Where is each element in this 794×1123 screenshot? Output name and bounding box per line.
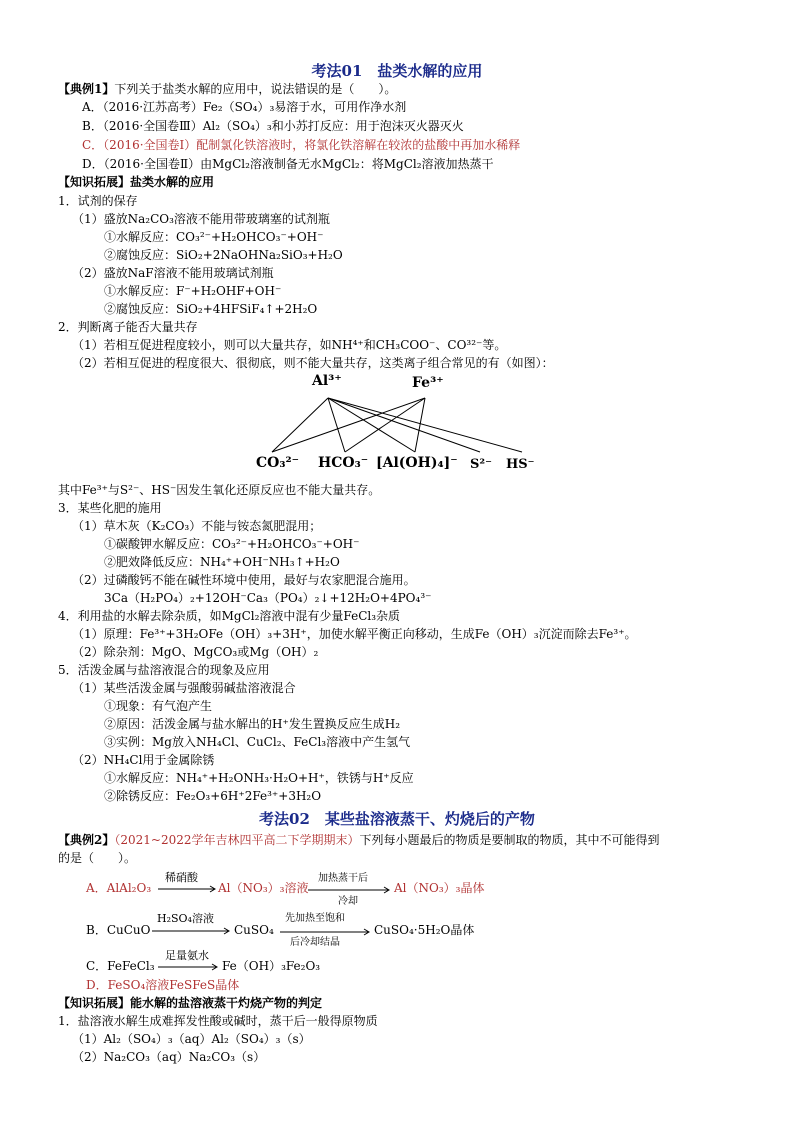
example2-label: 【典例2】 — [58, 833, 115, 847]
s1b-line: （1）某些活泼金属与强酸弱碱盐溶液混合 — [72, 681, 296, 695]
s1-line: ②腐蚀反应：SiO₂+2NaOHNa₂SiO₃+H₂O — [104, 248, 343, 262]
knowledge1-title: 盐类水解的应用 — [130, 175, 215, 189]
s1b-line: （2）NH₄Cl用于金属除锈 — [72, 753, 215, 767]
s1b-line: （1）原理：Fe³⁺+3H₂OFe（OH）₃+3H⁺，加使水解平衡正向移动，生成Fe（OH）₃沉淀而除去Fe³⁺。 — [72, 627, 637, 641]
opt-a-arrow2-bottom: 冷却 — [338, 896, 358, 907]
s1b-line: （2）除杂剂：MgO、MgCO₃或Mg（OH）₂ — [72, 645, 319, 659]
example1-question: 下列关于盐类水解的应用中，说法错误的是（ ）。 — [114, 82, 397, 96]
ion-s: S²⁻ — [470, 457, 492, 472]
opt-b-end: CuSO₄·5H₂O晶体 — [374, 923, 475, 937]
opt-a-end: Al（NO₃）₃晶体 — [394, 881, 485, 895]
opt-a-arrow1-label: 稀硝酸 — [165, 871, 198, 884]
s2-line: （1）Al₂（SO₄）₃（aq）Al₂（SO₄）₃（s） — [72, 1032, 311, 1046]
s1-line: 2．判断离子能否大量共存 — [58, 320, 198, 334]
link-al-hco3 — [328, 398, 345, 452]
s1-line: （1）若相互促进程度较小，则可以大量共存，如NH⁴⁺和CH₃COO⁻、CO³²⁻等。 — [72, 338, 507, 352]
opt-a-arrow2 — [308, 886, 392, 894]
ion-al: Al³⁺ — [312, 373, 342, 389]
ion-hco3: HCO₃⁻ — [318, 455, 369, 471]
s1b-line: 4．利用盐的水解去除杂质，如MgCl₂溶液中混有少量FeCl₃杂质 — [58, 609, 401, 623]
example2-question-cont: 的是（ ）。 — [58, 851, 137, 865]
s1b-line: 5．活泼金属与盐溶液混合的现象及应用 — [58, 663, 270, 677]
section1-title: 考法01 盐类水解的应用 — [311, 62, 483, 80]
s2-line: （2）Na₂CO₃（aq）Na₂CO₃（s） — [72, 1050, 266, 1064]
s1b-line: ③实例：Mg放入NH₄Cl、CuCl₂、FeCl₃溶液中产生氢气 — [104, 735, 411, 749]
opt-a-start: A．AlAl₂O₃ — [86, 881, 152, 895]
opt-b-start: B．CuCuO — [86, 923, 151, 937]
example2-line — [58, 832, 660, 849]
opt-c-start: C．FeFeCl₃ — [86, 959, 155, 973]
s1b-line: 其中Fe³⁺与S²⁻、HS⁻因发生氧化还原反应也不能大量共存。 — [58, 483, 381, 497]
s1b-line: （2）过磷酸钙不能在碱性环境中使用，最好与农家肥混合施用。 — [72, 573, 416, 587]
example2-source: （2021~2022学年吉林四平高二下学期期末） — [114, 833, 360, 847]
option-c: C．（2016·全国卷Ⅰ）配制氯化铁溶液时，将氯化铁溶解在较浓的盐酸中再加水稀释 — [82, 138, 521, 152]
s1b-line: ②除锈反应：Fe₂O₃+6H⁺2Fe³⁺+3H₂O — [104, 789, 322, 803]
ion-fe: Fe³⁺ — [412, 375, 444, 391]
s1-line: （2）若相互促进的程度很大、很彻底，则不能大量共存，这类离子组合常见的有（如图）： — [72, 356, 554, 370]
knowledge2-label: 【知识拓展】 — [58, 996, 131, 1010]
section2-title: 考法02 某些盐溶液蒸干、灼烧后的产物 — [259, 810, 535, 828]
ion-aloh4: [Al(OH)₄]⁻ — [376, 455, 458, 471]
knowledge1-heading — [58, 174, 214, 191]
s1-line: （2）盛放NaF溶液不能用玻璃试剂瓶 — [72, 266, 274, 280]
opt-b-arrow2-bottom: 后冷却结晶 — [290, 937, 340, 948]
knowledge2-heading — [58, 995, 322, 1012]
opt-a-arrow1 — [158, 885, 218, 893]
example1-label: 【典例1】 — [58, 82, 115, 96]
example1-line — [58, 81, 396, 98]
s1b-line: ①碳酸钾水解反应：CO₃²⁻+H₂OHCO₃⁻+OH⁻ — [104, 537, 360, 551]
s1-line: ①水解反应：F⁻+H₂OHF+OH⁻ — [104, 284, 282, 298]
s1-line: ②腐蚀反应：SiO₂+4HFSiF₄↑+2H₂O — [104, 302, 318, 316]
s2-line: 1．盐溶液水解生成难挥发性酸或碱时，蒸干后一般得原物质 — [58, 1014, 378, 1028]
s1b-line: ②肥效降低反应：NH₄⁺+OH⁻NH₃↑+H₂O — [104, 555, 340, 569]
ion-coexistence-diagram — [250, 370, 550, 480]
opt-b-arrow1-label: H₂SO₄溶液 — [157, 912, 214, 925]
s1b-line: 3Ca（H₂PO₄）₂+12OH⁻Ca₃（PO₄）₂↓+12H₂O+4PO₄³⁻ — [104, 591, 432, 605]
s1b-line: （1）草木灰（K₂CO₃）不能与铵态氮肥混用； — [72, 519, 322, 533]
opt-b-arrow2 — [280, 928, 372, 936]
ion-hs: HS⁻ — [506, 457, 535, 472]
s1b-line: ②原因：活泼金属与盐水解出的H⁺发生置换反应生成H₂ — [104, 717, 401, 731]
s1b-line: ①现象：有气泡产生 — [104, 699, 213, 713]
option-d-reaction: D．FeSO₄溶液FeSFeS晶体 — [86, 978, 240, 992]
opt-c-end: Fe（OH）₃Fe₂O₃ — [222, 959, 321, 973]
example2-question: 下列每小题最后的物质是要制取的物质，其中不可能得到 — [359, 833, 660, 847]
knowledge2-title: 能水解的盐溶液蒸干灼烧产物的判定 — [130, 996, 323, 1010]
link-al-co3 — [272, 398, 328, 452]
option-b: B．（2016·全国卷Ⅲ）Al₂（SO₄）₃和小苏打反应：用于泡沫灭火器灭火 — [82, 119, 464, 133]
opt-a-mid: Al（NO₃）₃溶液 — [218, 881, 309, 895]
option-a: A．（2016·江苏高考）Fe₂（SO₄）₃易溶于水，可用作净水剂 — [82, 100, 407, 114]
opt-b-arrow2-top: 先加热至饱和 — [285, 913, 345, 924]
link-al-s — [328, 398, 480, 452]
opt-c-arrow-label: 足量氨水 — [165, 949, 209, 962]
ion-co3: CO₃²⁻ — [256, 455, 299, 471]
s1-line: ①水解反应：CO₃²⁻+H₂OHCO₃⁻+OH⁻ — [104, 230, 324, 244]
opt-c-arrow — [158, 963, 220, 971]
s1b-line: 3．某些化肥的施用 — [58, 501, 162, 515]
opt-a-arrow2-top: 加热蒸干后 — [318, 873, 368, 884]
option-d: D．（2016·全国卷Ⅱ）由MgCl₂溶液制备无水MgCl₂：将MgCl₂溶液加热蒸干 — [82, 157, 494, 171]
knowledge1-label: 【知识拓展】 — [58, 175, 131, 189]
s1b-line: ①水解反应：NH₄⁺+H₂ONH₃·H₂O+H⁺，铁锈与H⁺反应 — [104, 771, 414, 785]
opt-b-mid: CuSO₄ — [234, 923, 274, 937]
s1-line: 1．试剂的保存 — [58, 194, 138, 208]
s1-line: （1）盛放Na₂CO₃溶液不能用带玻璃塞的试剂瓶 — [72, 212, 330, 226]
opt-b-arrow1 — [152, 927, 232, 935]
